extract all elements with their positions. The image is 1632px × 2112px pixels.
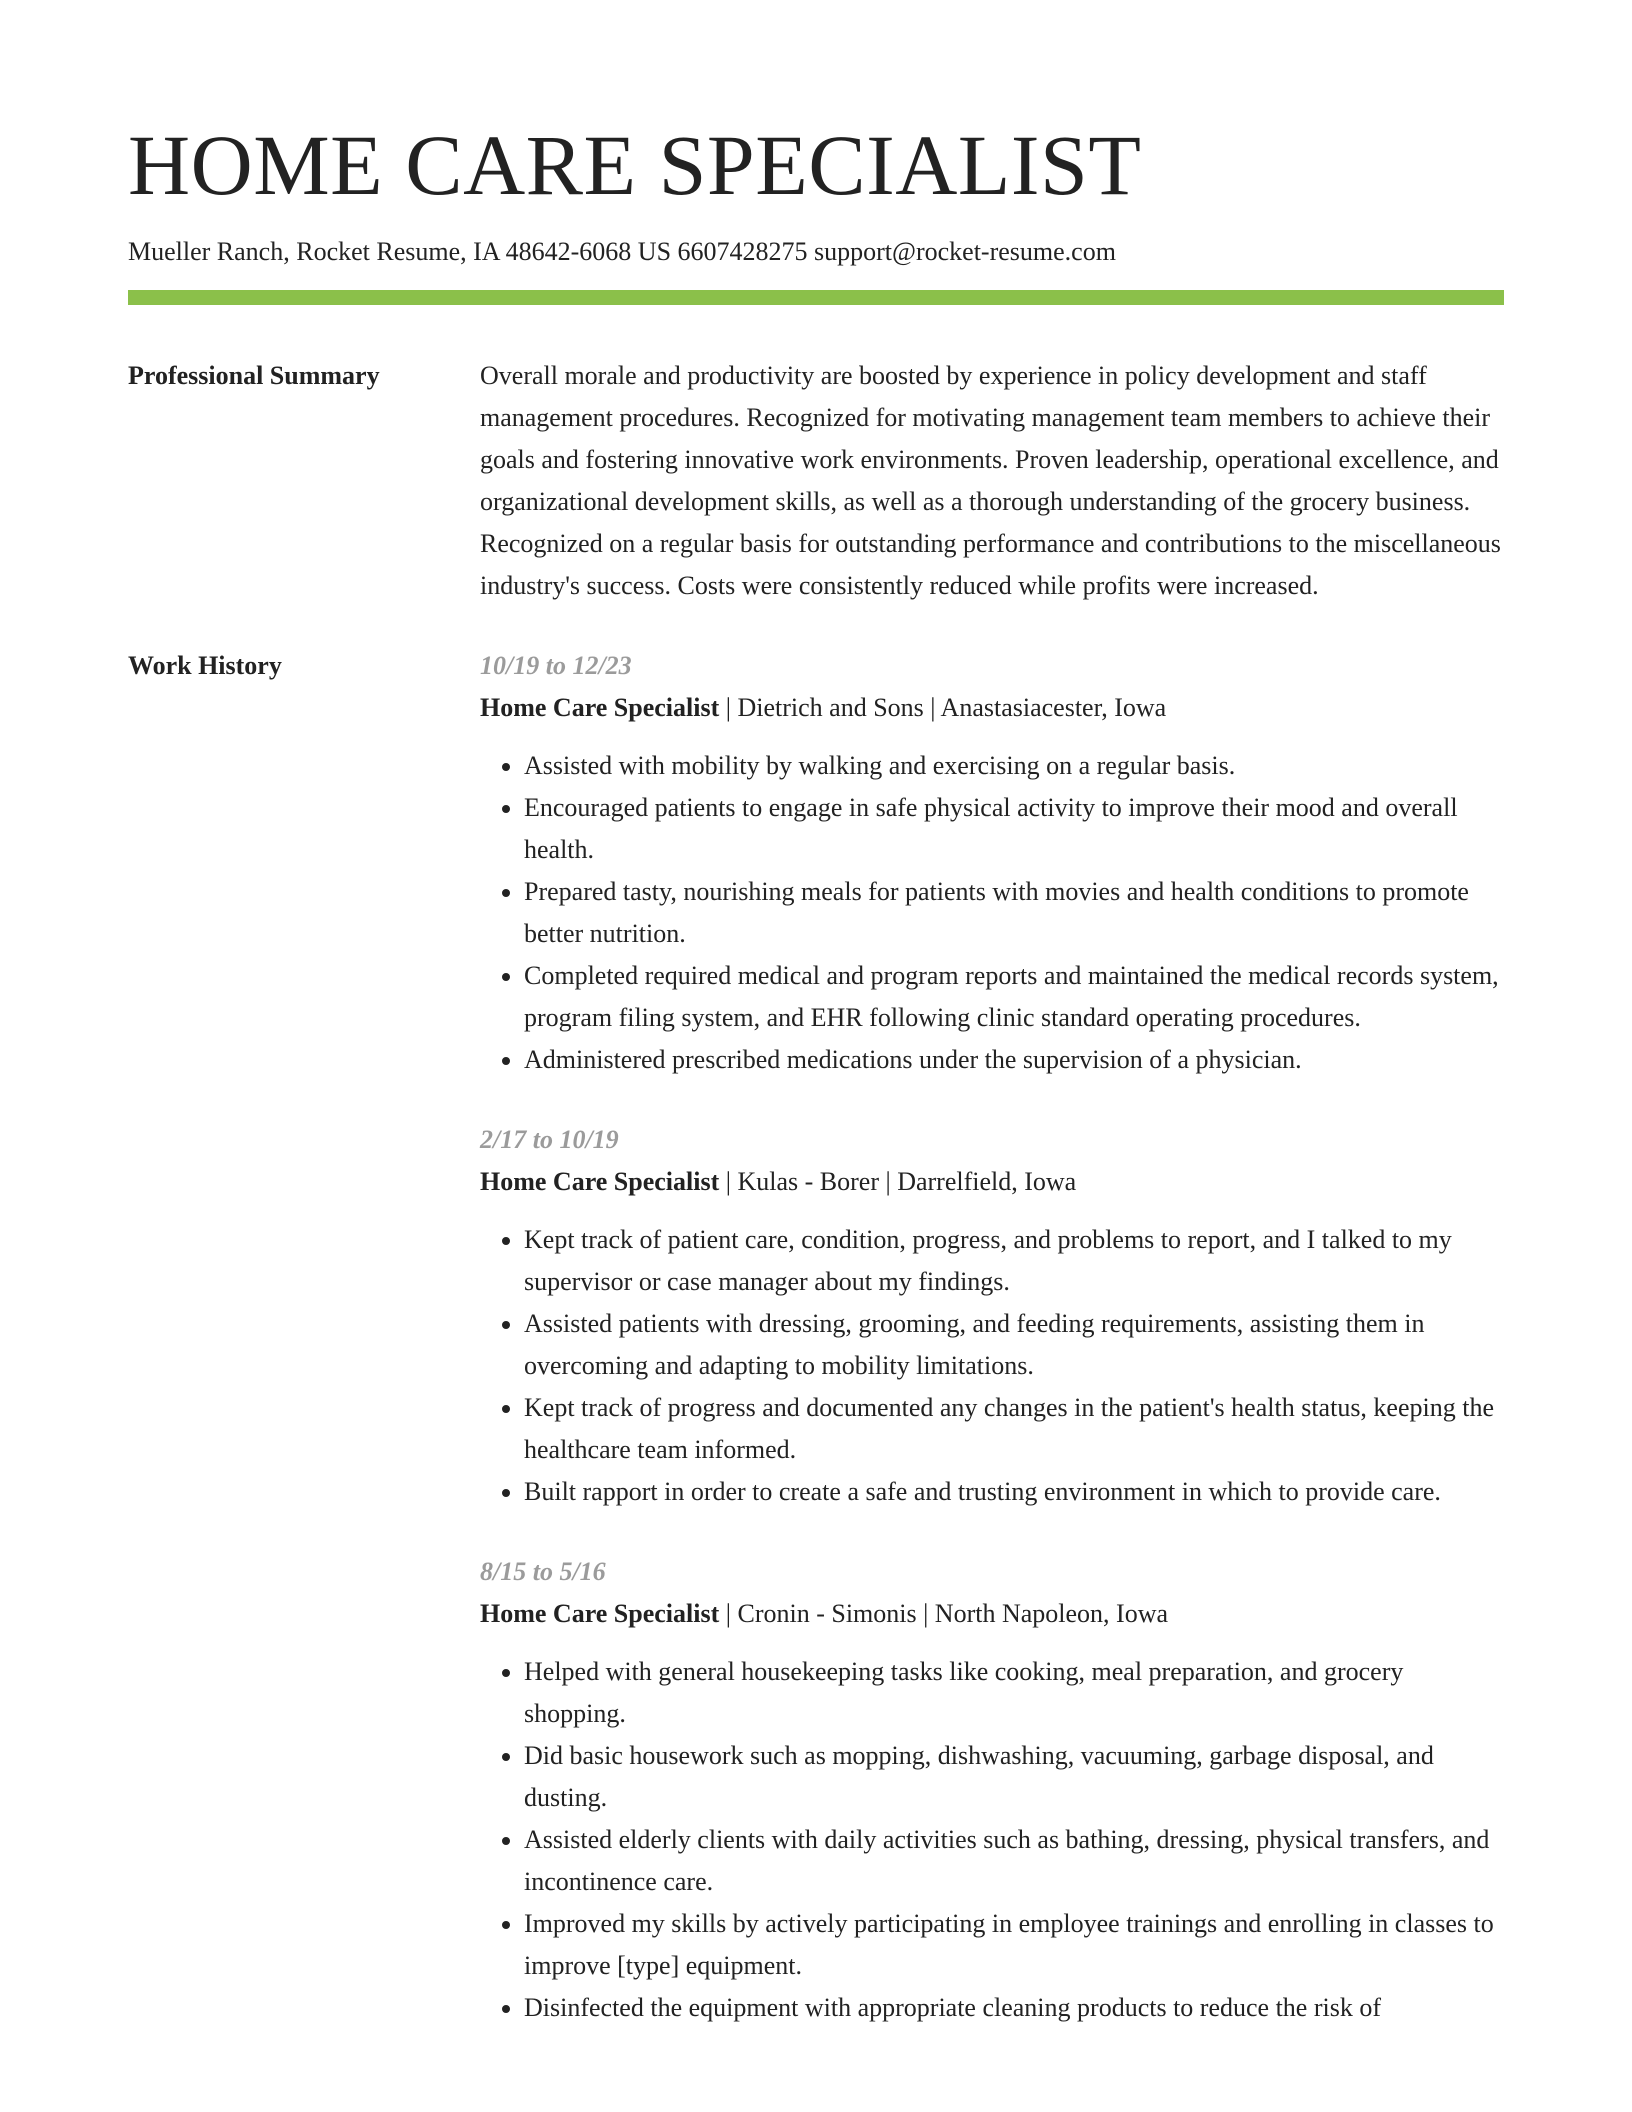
job-bullet: • Disinfected the equipment with appropriate cleaning products to reduce the risk of <box>524 1987 1504 2029</box>
job-bullet: • Did basic housework such as mopping, dishwashing, vacuuming, garbage disposal, and dusting. <box>524 1735 1504 1819</box>
section-title-work-history: Work History <box>128 651 282 681</box>
job-bullet-list <box>480 1219 1504 1513</box>
work-history-section <box>128 645 1504 2029</box>
job-details: | Dietrich and Sons | Anastasiacester, Iowa <box>719 693 1167 723</box>
summary-body <box>480 355 1504 607</box>
job-dates: 8/15 to 5/16 <box>480 1557 606 1587</box>
job-bullet: • Assisted elderly clients with daily activities such as bathing, dressing, physical transfers, and incontinence care. <box>524 1819 1504 1903</box>
job-bullet: • Improved my skills by actively participating in employee trainings and enrolling in classes to improve [type] equipment. <box>524 1903 1504 1987</box>
job-entry <box>480 1551 1504 2029</box>
work-history-body <box>480 645 1504 2029</box>
job-bullet: • Assisted patients with dressing, grooming, and feeding requirements, assisting them in overcoming and adapting to mobility limitations. <box>524 1303 1504 1387</box>
resume-name: HOME CARE SPECIALIST <box>128 117 1142 213</box>
job-bullet-list <box>480 1651 1504 2029</box>
job-bullet: • Helped with general housekeeping tasks like cooking, meal preparation, and grocery shopping. <box>524 1651 1504 1735</box>
job-heading <box>480 1593 1504 1635</box>
job-bullet: • Encouraged patients to engage in safe physical activity to improve their mood and overall health. <box>524 787 1504 871</box>
job-bullet-list <box>480 745 1504 1081</box>
job-bullet: • Assisted with mobility by walking and exercising on a regular basis. <box>524 745 1504 787</box>
job-details: | Kulas - Borer | Darrelfield, Iowa <box>719 1167 1077 1197</box>
contact-line: Mueller Ranch, Rocket Resume, IA 48642-6068 US 6607428275 support@rocket-resume.com <box>128 236 1116 266</box>
job-title: Home Care Specialist <box>480 1167 720 1197</box>
job-bullet: • Completed required medical and program reports and maintained the medical records system, program filing system, and EHR following clinic standard operating procedures. <box>524 955 1504 1039</box>
job-heading <box>480 1161 1504 1203</box>
summary-text: Overall morale and productivity are boosted by experience in policy development and staff management procedures. Recognized for motivating management team members to achieve their goals and fostering innovative work environments. Proven leadership, operational excellence, and organizational development skills, as well as a thorough understanding of the grocery business. Recognized on a regular basis for outstanding performance and contributions to the miscellaneous industry's success. Costs were consistently reduced while profits were increased. <box>480 361 1501 601</box>
job-heading <box>480 687 1504 729</box>
section-title-summary: Professional Summary <box>128 361 380 391</box>
job-bullet: • Kept track of progress and documented any changes in the patient's health status, keeping the healthcare team informed. <box>524 1387 1504 1471</box>
job-title: Home Care Specialist <box>480 693 720 723</box>
job-entry <box>480 645 1504 1081</box>
job-bullet: • Prepared tasty, nourishing meals for patients with movies and health conditions to promote better nutrition. <box>524 871 1504 955</box>
professional-summary-section <box>128 355 1504 607</box>
job-dates: 10/19 to 12/23 <box>480 651 632 681</box>
resume-page <box>128 118 1504 2029</box>
job-details: | Cronin - Simonis | North Napoleon, Iowa <box>719 1599 1169 1629</box>
job-bullet: • Kept track of patient care, condition, progress, and problems to report, and I talked to my supervisor or case manager about my findings. <box>524 1219 1504 1303</box>
job-entry <box>480 1119 1504 1513</box>
job-bullet: • Built rapport in order to create a safe and trusting environment in which to provide care. <box>524 1471 1504 1513</box>
job-bullet: • Administered prescribed medications under the supervision of a physician. <box>524 1039 1504 1081</box>
job-dates: 2/17 to 10/19 <box>480 1125 619 1155</box>
job-title: Home Care Specialist <box>480 1599 720 1629</box>
header-divider <box>128 290 1504 305</box>
